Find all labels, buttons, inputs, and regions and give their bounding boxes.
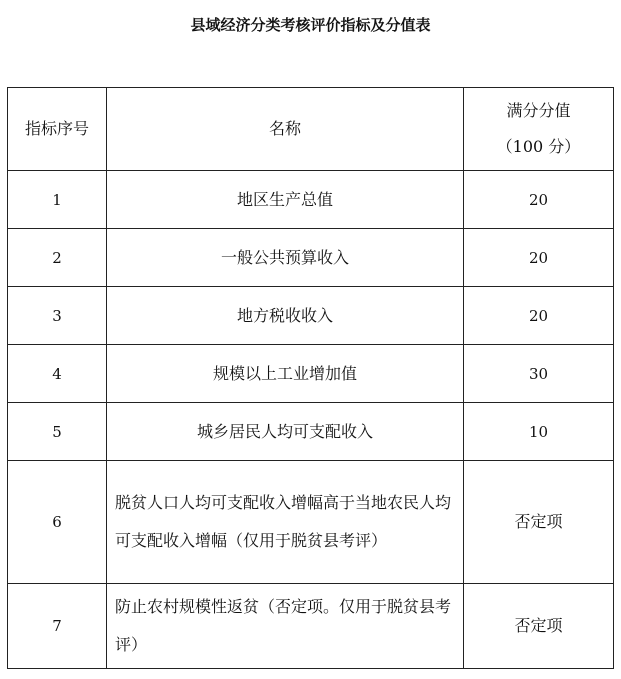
indicator-table	[7, 87, 614, 669]
row-number: 5	[8, 403, 107, 461]
row-number: 1	[8, 171, 107, 229]
table-row	[8, 584, 614, 669]
row-score: 20	[464, 171, 614, 229]
header-score-sub: （100 分）	[496, 137, 581, 156]
row-name: 脱贫人口人均可支配收入增幅高于当地农民人均可支配收入增幅（仅用于脱贫县考评）	[107, 461, 464, 584]
row-score: 20	[464, 287, 614, 345]
row-score: 20	[464, 229, 614, 287]
row-number: 2	[8, 229, 107, 287]
row-number: 6	[8, 461, 107, 584]
table-row	[8, 345, 614, 403]
row-name: 地方税收收入	[107, 287, 464, 345]
row-name: 防止农村规模性返贫（否定项。仅用于脱贫县考评）	[107, 584, 464, 669]
row-score: 否定项	[464, 461, 614, 584]
table-row	[8, 287, 614, 345]
table-row	[8, 171, 614, 229]
row-number: 4	[8, 345, 107, 403]
row-number: 7	[8, 584, 107, 669]
page-title: 县域经济分类考核评价指标及分值表	[190, 16, 431, 34]
row-score: 30	[464, 345, 614, 403]
row-name: 一般公共预算收入	[107, 229, 464, 287]
header-name: 名称	[107, 88, 464, 171]
row-name: 地区生产总值	[107, 171, 464, 229]
row-score: 否定项	[464, 584, 614, 669]
header-score	[464, 88, 614, 171]
row-name: 城乡居民人均可支配收入	[107, 403, 464, 461]
row-score: 10	[464, 403, 614, 461]
table-row	[8, 403, 614, 461]
header-index: 指标序号	[8, 88, 107, 171]
table-row	[8, 461, 614, 584]
header-score-label: 满分分值	[506, 101, 571, 120]
row-name: 规模以上工业增加值	[107, 345, 464, 403]
table-row	[8, 229, 614, 287]
row-number: 3	[8, 287, 107, 345]
table-header-row	[8, 88, 614, 171]
